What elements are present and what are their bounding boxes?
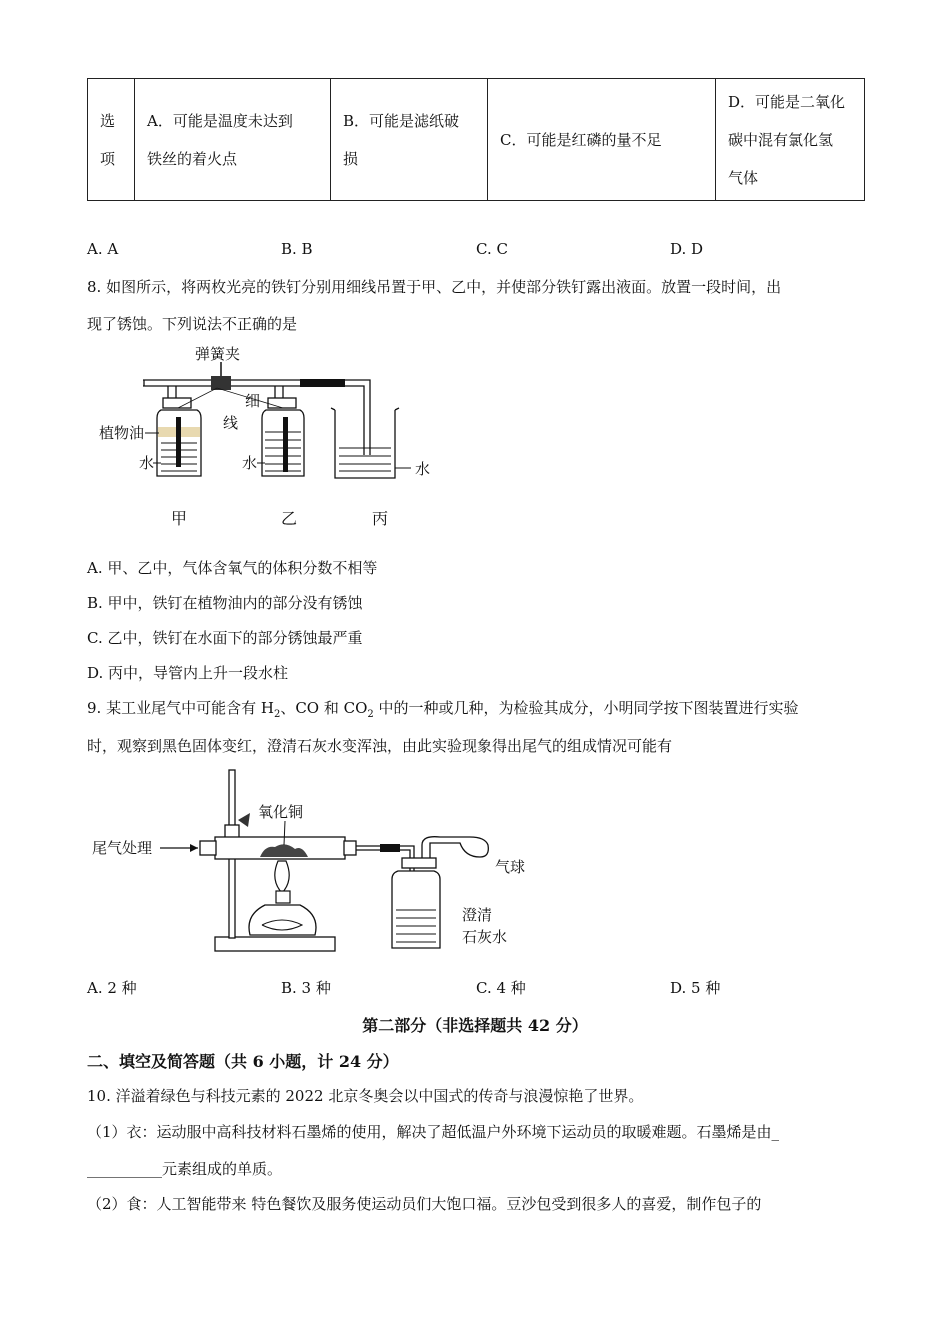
thread bbox=[178, 388, 283, 408]
rubber-tube bbox=[300, 379, 345, 387]
options-table bbox=[87, 78, 865, 201]
q9-stem-part: 9. 某工业尾气中可能含有 H bbox=[87, 699, 274, 717]
iron-nail-jia bbox=[176, 417, 181, 467]
q8-choice-d[interactable]: D. 丙中，导管内上升一段水柱 bbox=[87, 664, 289, 682]
q8-stem-line2: 现了锈蚀。下列说法不正确的是 bbox=[87, 315, 298, 333]
arrow-icon bbox=[190, 844, 198, 852]
q8-rust-apparatus-figure bbox=[95, 340, 455, 535]
part2-title: 第二部分（非选择题共 42 分） bbox=[362, 1016, 588, 1035]
exhaust-label: 尾气处理 bbox=[92, 839, 153, 857]
beaker-bing bbox=[331, 408, 399, 478]
q9-stem-part: 、CO 和 CO bbox=[280, 699, 368, 717]
table-option-line: A．可能是温度未达到 bbox=[147, 111, 293, 130]
caption-bing: 丙 bbox=[372, 509, 389, 528]
caption-jia: 甲 bbox=[171, 509, 188, 528]
table-option-line: 碳中混有氯化氢 bbox=[728, 130, 834, 149]
thread-label-1: 细 bbox=[245, 392, 261, 410]
table-header-line: 项 bbox=[100, 149, 116, 168]
stopper bbox=[402, 858, 436, 868]
q10-stem: 10. 洋溢着绿色与科技元素的 2022 北京冬奥会以中国式的传奇与浪漫惊艳了世界。 bbox=[87, 1087, 644, 1105]
q9-cuo-reduction-figure bbox=[90, 765, 540, 960]
cuo-label: 氧化铜 bbox=[258, 803, 304, 821]
lime-label-2: 石灰水 bbox=[462, 928, 508, 946]
q9-choice-c[interactable]: C. 4 种 bbox=[476, 979, 526, 997]
q7-choice-c[interactable]: C. C bbox=[476, 240, 508, 258]
q8-choice-a[interactable]: A. 甲、乙中，气体含氧气的体积分数不相等 bbox=[87, 559, 378, 577]
iron-nail-yi bbox=[283, 417, 288, 472]
table-option-line: B．可能是滤纸破 bbox=[343, 111, 460, 130]
options-table-row bbox=[88, 79, 865, 201]
caption-yi: 乙 bbox=[281, 509, 298, 528]
q8-choice-c[interactable]: C. 乙中，铁钉在水面下的部分锈蚀最严重 bbox=[87, 629, 363, 647]
q9-stem-part: 中的一种或几种，为检验其成分，小明同学按下图装置进行实验 bbox=[373, 699, 799, 717]
table-option-c bbox=[488, 79, 716, 201]
q10-sub1-line2: __________元素组成的单质。 bbox=[87, 1160, 283, 1178]
q10-sub2-line1: （2）食：人工智能带来 特色餐饮及服务使运动员们大饱口福。豆沙包受到很多人的喜爱，制作包子的 bbox=[87, 1195, 762, 1213]
table-option-line: 铁丝的着火点 bbox=[147, 149, 238, 168]
spring-clamp bbox=[211, 376, 231, 390]
q10-sub1-line1: （1）衣：运动服中高科技材料石墨烯的使用，解决了超低温户外环境下运动员的取暖难题。石墨烯是由_ bbox=[87, 1123, 780, 1141]
q9-choice-b[interactable]: B. 3 种 bbox=[281, 979, 331, 997]
stopper-yi bbox=[268, 398, 296, 408]
q7-choice-b[interactable]: B. B bbox=[281, 240, 313, 258]
table-option-line: C．可能是红磷的量不足 bbox=[500, 130, 662, 149]
balloon-label: 气球 bbox=[495, 858, 526, 876]
table-option-b bbox=[331, 79, 488, 201]
q9-stem-line2: 时，观察到黑色固体变红，澄清石灰水变浑浊，由此实验现象得出尾气的组成情况可能有 bbox=[87, 737, 673, 755]
water-label-jia: 水 bbox=[139, 454, 155, 472]
water-label-yi: 水 bbox=[242, 454, 258, 472]
table-header-line: 选 bbox=[100, 111, 116, 130]
q8-choice-b[interactable]: B. 甲中，铁钉在植物油内的部分没有锈蚀 bbox=[87, 594, 363, 612]
table-header-cell bbox=[88, 79, 135, 201]
stopper-jia bbox=[163, 398, 191, 408]
table-option-d bbox=[716, 79, 865, 201]
clamp-label: 弹簧夹 bbox=[195, 345, 241, 363]
oil-label: 植物油 bbox=[99, 424, 145, 442]
table-option-line: 损 bbox=[343, 149, 359, 168]
q8-stem-line1: 8. 如图所示，将两枚光亮的铁钉分别用细线吊置于甲、乙中，并使部分铁钉露出液面。放置一段时间，出 bbox=[87, 278, 782, 296]
flame bbox=[275, 861, 289, 893]
q9-choice-a[interactable]: A. 2 种 bbox=[87, 979, 137, 997]
table-option-line: 气体 bbox=[728, 168, 759, 187]
subscript: 2 bbox=[273, 709, 281, 720]
q7-choice-d[interactable]: D. D bbox=[670, 240, 704, 258]
table-option-line: D．可能是二氧化 bbox=[728, 92, 846, 111]
section2-title: 二、填空及简答题（共 6 小题，计 24 分） bbox=[87, 1052, 399, 1071]
table-option-a bbox=[135, 79, 331, 201]
subscript: 2 bbox=[367, 709, 374, 720]
balloon-tube bbox=[422, 837, 488, 858]
q9-choice-d[interactable]: D. 5 种 bbox=[670, 979, 721, 997]
q9-stem-line1 bbox=[87, 697, 799, 720]
lime-label-1: 澄清 bbox=[462, 906, 493, 924]
thread-label-2: 线 bbox=[223, 414, 239, 432]
q7-choice-a[interactable]: A. A bbox=[87, 240, 119, 258]
iron-stand-base bbox=[215, 937, 335, 951]
water-label-bing: 水 bbox=[415, 460, 431, 478]
